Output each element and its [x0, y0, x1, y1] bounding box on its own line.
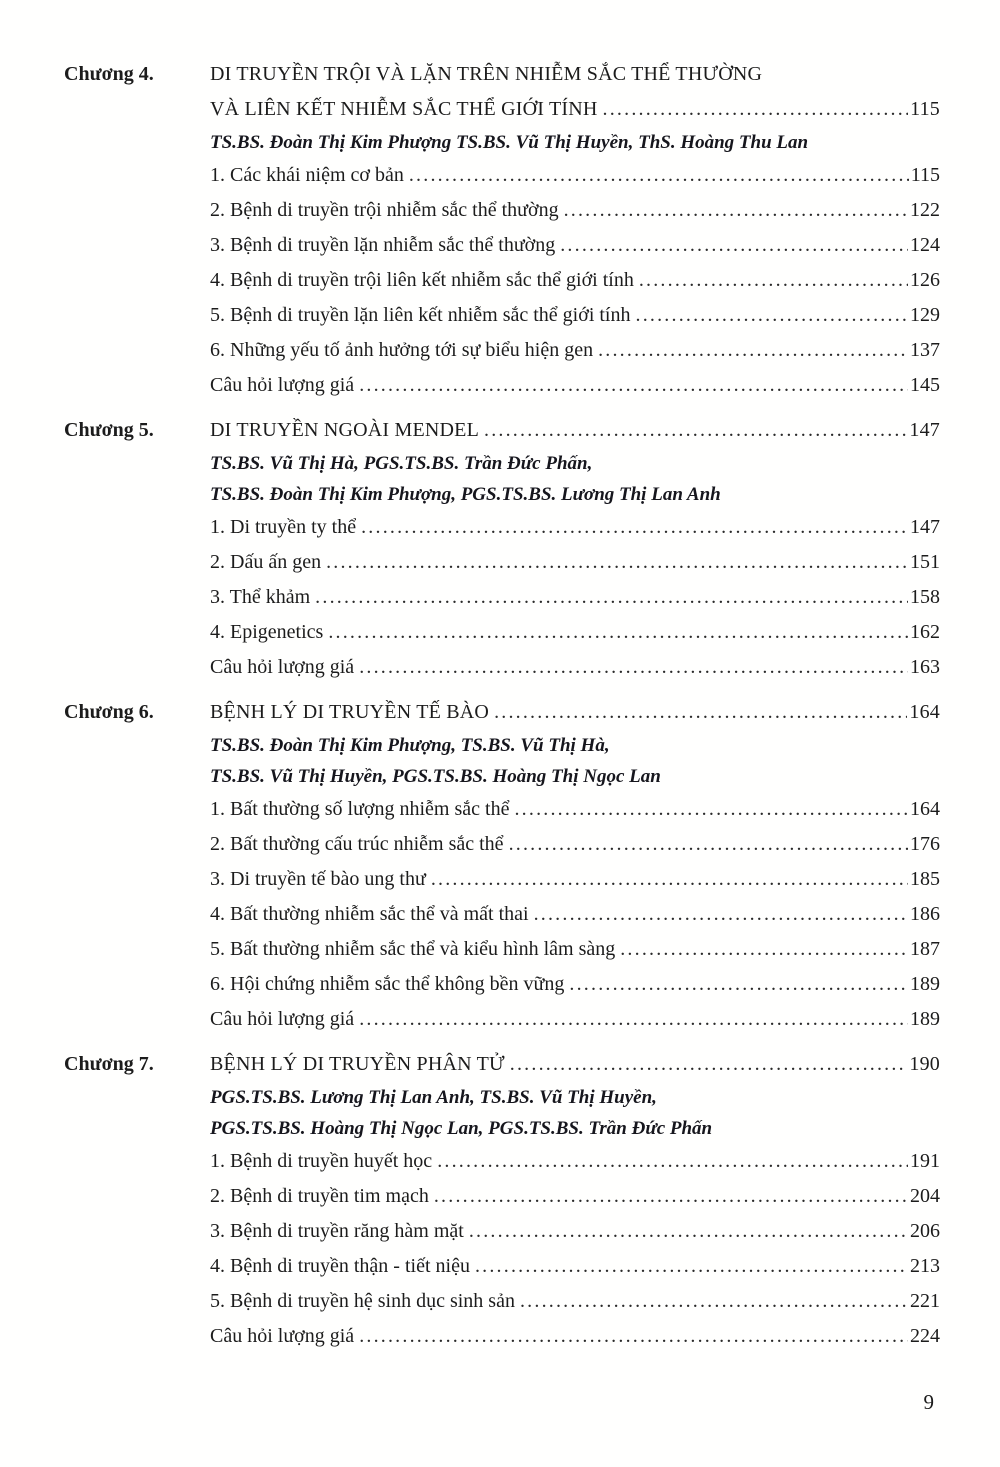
toc-item-text: 5. Bất thường nhiễm sắc thể và kiểu hình lâm sàng: [210, 938, 616, 960]
toc-item-page-number: 147: [910, 516, 940, 538]
toc-item-page-number: 129: [910, 304, 940, 326]
chapter-authors: TS.BS. Vũ Thị Hà, PGS.TS.BS. Trần Đức Phấn,: [210, 453, 593, 474]
dot-leader: [359, 650, 908, 685]
toc-item: [210, 897, 940, 932]
dot-leader: [359, 368, 908, 403]
toc-chapter: [64, 1047, 940, 1354]
toc-item-text: 3. Di truyền tế bào ung thư: [210, 868, 426, 890]
dot-leader: [639, 263, 908, 298]
dot-leader: [514, 792, 908, 827]
chapter-content: [210, 695, 940, 1037]
toc-item-page-number: 124: [910, 234, 940, 256]
toc-item-text: Câu hỏi lượng giá: [210, 374, 355, 396]
chapter-title-text: BỆNH LÝ DI TRUYỀN TẾ BÀO: [210, 701, 490, 723]
toc-item-text: 2. Bệnh di truyền tim mạch: [210, 1185, 429, 1207]
chapter-label: Chương 6.: [64, 701, 154, 723]
dot-leader: [569, 967, 908, 1002]
toc-item-page-number: 162: [910, 621, 940, 643]
toc-chapters: [64, 57, 940, 1354]
toc-item: [210, 1214, 940, 1249]
chapter-content: [210, 1047, 940, 1354]
toc-item-page-number: 213: [910, 1255, 940, 1277]
toc-item-page-number: 115: [910, 164, 940, 186]
chapter-title-page-number: 190: [909, 1053, 940, 1075]
toc-chapter: [64, 57, 940, 403]
dot-leader: [437, 1144, 908, 1179]
toc-item-page-number: 122: [910, 199, 940, 221]
chapter-content: [210, 57, 940, 403]
chapter-title-page-number: 147: [909, 419, 940, 441]
toc-item-page-number: 187: [910, 938, 940, 960]
chapter-content: [210, 413, 940, 685]
toc-item-page-number: 191: [910, 1150, 940, 1172]
toc-item-page-number: 204: [910, 1185, 940, 1207]
chapter-title: [210, 413, 940, 448]
toc-item-page-number: 151: [910, 551, 940, 573]
toc-item-text: 2. Dấu ấn gen: [210, 551, 322, 573]
toc-item-page-number: 137: [910, 339, 940, 361]
toc-item: [210, 1144, 940, 1179]
dot-leader: [326, 545, 908, 580]
chapter-authors: TS.BS. Đoàn Thị Kim Phượng, TS.BS. Vũ Thị Hà,: [210, 735, 610, 756]
toc-item-page-number: 158: [910, 586, 940, 608]
dot-leader: [598, 333, 908, 368]
dot-leader: [359, 1319, 908, 1354]
toc-item-text: 1. Bất thường số lượng nhiễm sắc thể: [210, 798, 510, 820]
dot-leader: [359, 1002, 908, 1037]
chapter-authors: PGS.TS.BS. Lương Thị Lan Anh, TS.BS. Vũ Thị Huyền,: [210, 1087, 657, 1108]
toc-item-text: 1. Di truyền ty thể: [210, 516, 357, 538]
dot-leader: [328, 615, 908, 650]
chapter-label: Chương 7.: [64, 1053, 154, 1075]
toc-item: [210, 193, 940, 228]
toc-item-text: 4. Bệnh di truyền thận - tiết niệu: [210, 1255, 470, 1277]
toc-item-text: 5. Bệnh di truyền lặn liên kết nhiễm sắc thể giới tính: [210, 304, 631, 326]
toc-item-text: 3. Bệnh di truyền lặn nhiễm sắc thể thường: [210, 234, 556, 256]
toc-item-page-number: 185: [910, 868, 940, 890]
toc-item-text: 4. Bệnh di truyền trội liên kết nhiễm sắc thể giới tính: [210, 269, 634, 291]
toc-item: [210, 1249, 940, 1284]
page-number: 9: [923, 1390, 934, 1414]
toc-item: [210, 932, 940, 967]
toc-item: [210, 827, 940, 862]
dot-leader: [434, 1179, 908, 1214]
toc-item: [210, 1319, 940, 1354]
toc-item: [210, 1179, 940, 1214]
dot-leader: [315, 580, 908, 615]
chapter-title: DI TRUYỀN TRỘI VÀ LẶN TRÊN NHIỄM SẮC THỂ THƯỜNG: [210, 63, 763, 85]
toc-item: [210, 333, 940, 368]
toc-item-text: 3. Bệnh di truyền răng hàm mặt: [210, 1220, 464, 1242]
dot-leader: [620, 932, 908, 967]
toc-item-page-number: 186: [910, 903, 940, 925]
toc-item-text: 1. Các khái niệm cơ bản: [210, 164, 404, 186]
toc-item-text: 4. Epigenetics: [210, 621, 324, 643]
dot-leader: [534, 897, 908, 932]
dot-leader: [475, 1249, 908, 1284]
toc-item-page-number: 189: [910, 973, 940, 995]
toc-item-text: Câu hỏi lượng giá: [210, 1008, 355, 1030]
dot-leader: [510, 1047, 908, 1082]
dot-leader: [520, 1284, 908, 1319]
chapter-label: Chương 5.: [64, 419, 154, 441]
toc-item: [210, 158, 940, 193]
chapter-title-text: DI TRUYỀN NGOÀI MENDEL: [210, 419, 479, 441]
toc-item-text: 3. Thể khảm: [210, 586, 311, 608]
toc-item-text: 5. Bệnh di truyền hệ sinh dục sinh sản: [210, 1290, 515, 1312]
toc-item: [210, 967, 940, 1002]
dot-leader: [564, 193, 908, 228]
toc-item: [210, 580, 940, 615]
toc-item: [210, 263, 940, 298]
toc-item: [210, 615, 940, 650]
toc-item-page-number: 206: [910, 1220, 940, 1242]
chapter-authors: TS.BS. Đoàn Thị Kim Phượng, PGS.TS.BS. Lương Thị Lan Anh: [210, 484, 721, 505]
dot-leader: [469, 1214, 908, 1249]
chapter-title-text: VÀ LIÊN KẾT NHIỄM SẮC THỂ GIỚI TÍNH: [210, 98, 598, 120]
toc-chapter: [64, 695, 940, 1037]
toc-item-page-number: 189: [910, 1008, 940, 1030]
toc-item: [210, 228, 940, 263]
toc-item-page-number: 224: [910, 1325, 940, 1347]
toc-item-page-number: 164: [910, 798, 940, 820]
dot-leader: [484, 413, 907, 448]
toc-item-page-number: 163: [910, 656, 940, 678]
toc-item: [210, 545, 940, 580]
dot-leader: [509, 827, 908, 862]
dot-leader: [409, 158, 909, 193]
toc-item-page-number: 176: [910, 833, 940, 855]
chapter-authors: TS.BS. Đoàn Thị Kim Phượng TS.BS. Vũ Thị Huyền, ThS. Hoàng Thu Lan: [210, 132, 809, 153]
dot-leader: [636, 298, 909, 333]
toc-item-text: 4. Bất thường nhiễm sắc thể và mất thai: [210, 903, 529, 925]
dot-leader: [603, 92, 909, 127]
toc-item: [210, 368, 940, 403]
toc-item: [210, 1284, 940, 1319]
chapter-title: [210, 695, 940, 730]
toc-item-text: Câu hỏi lượng giá: [210, 1325, 355, 1347]
dot-leader: [361, 510, 908, 545]
dot-leader: [494, 695, 907, 730]
chapter-label: Chương 4.: [64, 63, 154, 85]
chapter-authors: PGS.TS.BS. Hoàng Thị Ngọc Lan, PGS.TS.BS. Trần Đức Phấn: [210, 1118, 713, 1139]
chapter-title-page-number: 115: [910, 98, 940, 120]
toc-item: [210, 650, 940, 685]
toc-item: [210, 1002, 940, 1037]
toc-chapter: [64, 413, 940, 685]
toc-item: [210, 510, 940, 545]
chapter-title-text: BỆNH LÝ DI TRUYỀN PHÂN TỬ: [210, 1053, 505, 1075]
chapter-authors: TS.BS. Vũ Thị Huyền, PGS.TS.BS. Hoàng Thị Ngọc Lan: [210, 766, 661, 787]
toc-item-page-number: 126: [910, 269, 940, 291]
chapter-title: [210, 92, 940, 127]
toc-item-page-number: 145: [910, 374, 940, 396]
dot-leader: [431, 862, 908, 897]
toc-item: [210, 298, 940, 333]
toc-item-text: 1. Bệnh di truyền huyết học: [210, 1150, 433, 1172]
chapter-title: [210, 1047, 940, 1082]
toc-item-text: 2. Bệnh di truyền trội nhiễm sắc thể thường: [210, 199, 559, 221]
toc-item-text: 6. Những yếu tố ảnh hưởng tới sự biểu hiện gen: [210, 339, 594, 361]
toc-item-text: 6. Hội chứng nhiễm sắc thể không bền vững: [210, 973, 565, 995]
dot-leader: [560, 228, 908, 263]
toc-item-text: Câu hỏi lượng giá: [210, 656, 355, 678]
toc-item: [210, 862, 940, 897]
chapter-title-page-number: 164: [909, 701, 940, 723]
toc-item-text: 2. Bất thường cấu trúc nhiễm sắc thể: [210, 833, 504, 855]
toc-item-page-number: 221: [910, 1290, 940, 1312]
toc-item: [210, 792, 940, 827]
